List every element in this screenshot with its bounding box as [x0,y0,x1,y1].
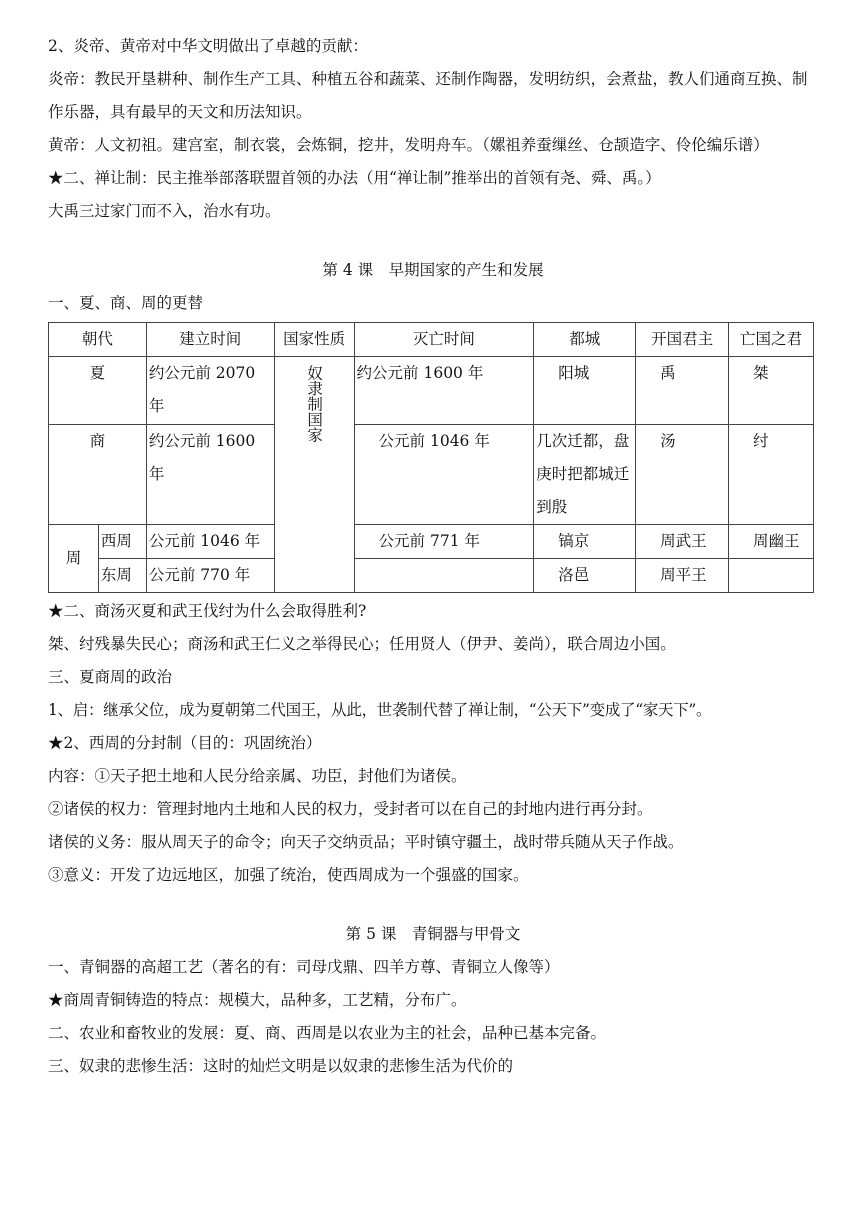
header-founded: 建立时间 [146,323,274,357]
cell-founder: 禹 [636,357,729,425]
cell-founded: 公元前 770 年 [146,559,274,593]
nature-vertical-text: 奴隶制国家 [305,365,324,443]
intro-huangdi: 黄帝：人文初祖。建宫室，制衣裳，会炼铜，挖井，发明舟车。（嫘祖养蚕缫丝、仓颉造字、伶伦编乐谱） [48,136,769,154]
cell-last-ruler: 周幽王 [729,525,814,559]
lesson5-section-2: ★商周青铜铸造的特点：规模大，品种多，工艺精，分布广。 [48,991,467,1009]
spacer [48,892,818,918]
cell-founder: 周武王 [636,525,729,559]
lesson4-point-5: 诸侯的义务：服从周天子的命令；向天子交纳贡品；平时镇守疆土，战时带兵随从天子作战。 [48,833,684,851]
cell-dynasty: 商 [49,425,147,525]
intro-line-1: 2、炎帝、黄帝对中华文明做出了卓越的贡献： [48,37,368,55]
lesson4-point-1: 1、启：继承父位，成为夏朝第二代国王，从此，世袭制代替了禅让制，“公天下”变成了“家天下”。 [48,701,712,719]
intro-dayu: 大禹三过家门而不入，治水有功。 [48,202,281,220]
header-dynasty: 朝代 [49,323,147,357]
intro-yandi: 炎帝：教民开垦耕种、制作生产工具、种植五谷和蔬菜、还制作陶器，发明纺织，会煮盐，教人们通商互换、制作乐器，具有最早的天文和历法知识。 [48,70,808,121]
cell-last-ruler: 桀 [729,357,814,425]
lesson4-title: 第 4 课 早期国家的产生和发展 [322,261,544,279]
cell-dynasty: 夏 [49,357,147,425]
lesson5-section-4: 三、奴隶的悲惨生活：这时的灿烂文明是以奴隶的悲惨生活为代价的 [48,1057,514,1075]
cell-capital: 洛邑 [534,559,636,593]
table-header-row [49,323,814,357]
cell-capital: 镐京 [534,525,636,559]
cell-last-ruler: 纣 [729,425,814,525]
lesson4-section-2-answer: 桀、纣残暴失民心；商汤和武王仁义之举得民心；任用贤人（伊尹、姜尚），联合周边小国。 [48,635,676,653]
intro-shanrang: ★二、禅让制：民主推举部落联盟首领的办法（用“禅让制”推举出的首领有尧、舜、禹。） [48,169,661,187]
lesson4-point-2: ★2、西周的分封制（目的：巩固统治） [48,734,322,752]
lesson4-section-2: ★二、商汤灭夏和武王伐纣为什么会取得胜利? [48,602,367,620]
dynasty-table [48,322,814,593]
table-row-shang [49,425,814,525]
cell-capital: 阳城 [534,357,636,425]
table-row-xia [49,357,814,425]
cell-founder: 周平王 [636,559,729,593]
cell-fell [354,559,534,593]
header-nature: 国家性质 [274,323,354,357]
cell-fell: 公元前 1046 年 [354,425,534,525]
lesson5-title: 第 5 课 青铜器与甲骨文 [345,925,521,943]
lesson4-section-1: 一、夏、商、周的更替 [48,294,204,312]
document-page [48,30,818,1083]
cell-founded: 公元前 1046 年 [146,525,274,559]
header-founder: 开国君主 [636,323,729,357]
cell-sub-dynasty: 东周 [98,559,146,593]
lesson4-point-6: ③意义：开发了边远地区，加强了统治，使西周成为一个强盛的国家。 [48,866,529,884]
header-capital: 都城 [534,323,636,357]
table-row-xizhou [49,525,814,559]
cell-fell: 公元前 771 年 [354,525,534,559]
cell-founded: 约公元前 2070 年 [146,357,274,425]
cell-nature [274,357,354,593]
cell-founded: 约公元前 1600 年 [146,425,274,525]
cell-last-ruler [729,559,814,593]
lesson5-section-3: 二、农业和畜牧业的发展：夏、商、西周是以农业为主的社会，品种已基本完备。 [48,1024,607,1042]
header-fell: 灭亡时间 [354,323,534,357]
header-last-ruler: 亡国之君 [729,323,814,357]
lesson4-point-4: ②诸侯的权力：管理封地内土地和人民的权力，受封者可以在自己的封地内进行再分封。 [48,800,653,818]
lesson4-section-3: 三、夏商周的政治 [48,668,173,686]
lesson4-point-3: 内容：①天子把土地和人民分给亲属、功臣，封他们为诸侯。 [48,767,467,785]
cell-founder: 汤 [636,425,729,525]
table-row-dongzhou [49,559,814,593]
cell-sub-dynasty: 西周 [98,525,146,559]
cell-capital: 几次迁都，盘庚时把都城迁到殷 [534,425,636,525]
spacer [48,228,818,254]
cell-fell: 约公元前 1600 年 [354,357,534,425]
lesson5-section-1: 一、青铜器的高超工艺（著名的有：司母戊鼎、四羊方尊、青铜立人像等） [48,958,560,976]
cell-dynasty-zhou: 周 [49,525,99,593]
